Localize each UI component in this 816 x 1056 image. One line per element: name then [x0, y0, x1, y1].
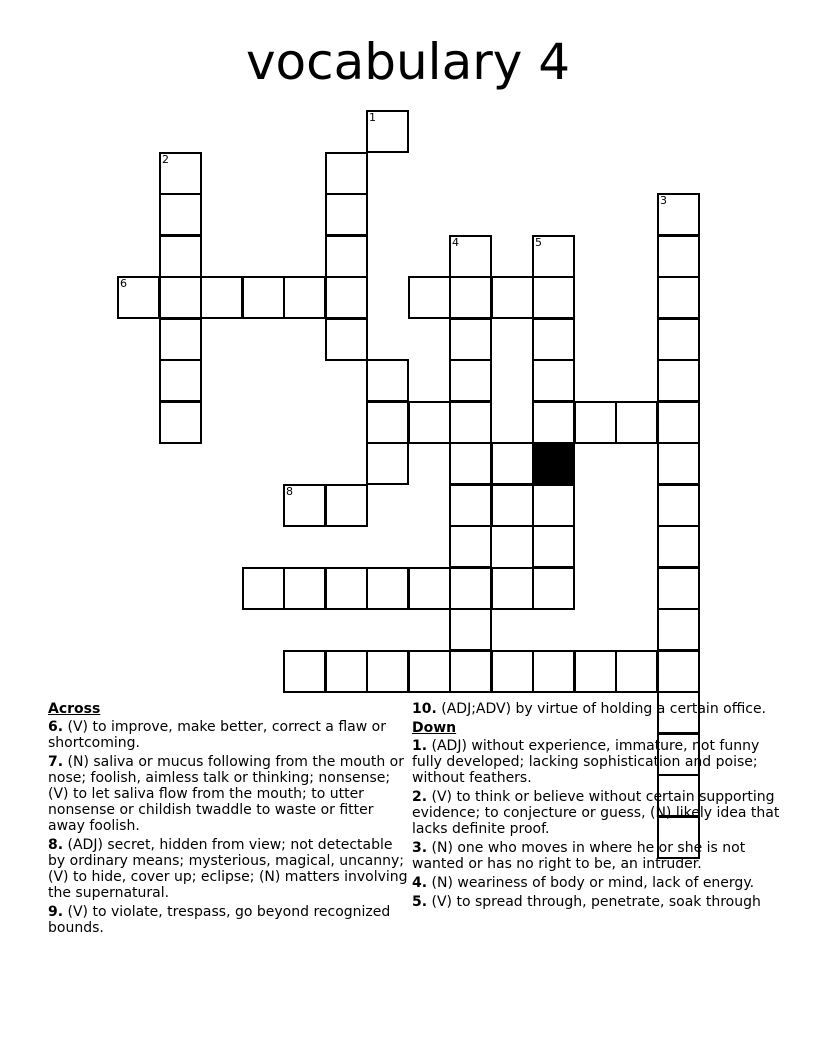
grid-cell[interactable] [325, 152, 368, 195]
grid-cell[interactable] [657, 235, 700, 278]
grid-cell[interactable] [325, 484, 368, 527]
grid-cell[interactable] [159, 276, 202, 319]
clue-text: (ADJ) without experience, immature, not funny fully developed; lacking sophistication and poise; without feathers. [412, 738, 760, 786]
grid-cell[interactable] [657, 359, 700, 402]
clue-number: 9. [48, 904, 64, 920]
clue-text: (ADJ) secret, hidden from view; not detectable by ordinary means; mysterious, magical, uncanny; (V) to hide, cover up; eclipse; (N) matters involving the supernatural. [48, 837, 408, 901]
grid-cell[interactable] [449, 401, 492, 444]
grid-cell[interactable] [491, 567, 534, 610]
grid-cell[interactable] [366, 650, 409, 693]
grid-cell[interactable] [491, 484, 534, 527]
clue-down-2 [412, 789, 782, 837]
grid-cell[interactable] [532, 567, 575, 610]
clue-text: (ADJ;ADV) by virtue of holding a certain office. [441, 701, 767, 717]
grid-cell[interactable] [325, 318, 368, 361]
clue-number: 5. [412, 894, 428, 910]
grid-cell[interactable] [366, 567, 409, 610]
grid-cell[interactable] [532, 318, 575, 361]
clue-across-6 [48, 719, 408, 751]
grid-cell[interactable] [449, 484, 492, 527]
grid-cell[interactable] [408, 276, 451, 319]
grid-cell[interactable] [615, 401, 658, 444]
grid-cell[interactable] [574, 650, 617, 693]
clue-across-8 [48, 837, 408, 901]
clue-text: (N) one who moves in where he or she is not wanted or has no right to be, an intruder. [412, 840, 746, 872]
grid-cell[interactable] [449, 567, 492, 610]
grid-cell[interactable] [449, 525, 492, 568]
grid-cell[interactable] [657, 608, 700, 651]
clues-column-right [412, 701, 782, 913]
grid-cell[interactable] [532, 359, 575, 402]
clue-number: 7. [48, 754, 64, 770]
clue-number: 4. [412, 875, 428, 891]
grid-cell[interactable] [491, 276, 534, 319]
clue-number-label: 3 [660, 194, 667, 207]
clue-down-5 [412, 894, 782, 910]
grid-cell[interactable] [657, 484, 700, 527]
grid-cell[interactable] [325, 235, 368, 278]
clue-number-label: 5 [535, 236, 542, 249]
grid-cell[interactable] [159, 152, 202, 195]
clue-across-10 [412, 701, 782, 717]
grid-cell[interactable] [532, 276, 575, 319]
clue-number: 10. [412, 701, 437, 717]
clue-text: (N) weariness of body or mind, lack of energy. [431, 875, 755, 891]
grid-cell-blocked [532, 442, 575, 485]
down-heading: Down [412, 720, 457, 736]
clue-text: (V) to violate, trespass, go beyond recognized bounds. [48, 904, 391, 936]
grid-cell[interactable] [449, 442, 492, 485]
clue-number-label: 6 [120, 277, 127, 290]
grid-cell[interactable] [449, 235, 492, 278]
grid-cell[interactable] [491, 650, 534, 693]
grid-cell[interactable] [449, 650, 492, 693]
clue-down-3 [412, 840, 782, 872]
grid-cell[interactable] [283, 567, 326, 610]
grid-cell[interactable] [325, 567, 368, 610]
grid-cell[interactable] [532, 235, 575, 278]
grid-cell[interactable] [449, 318, 492, 361]
grid-cell[interactable] [159, 235, 202, 278]
clue-down-4 [412, 875, 782, 891]
grid-cell[interactable] [366, 401, 409, 444]
clue-down-1 [412, 738, 782, 786]
clue-across-7 [48, 754, 408, 834]
grid-cell[interactable] [283, 484, 326, 527]
grid-cell[interactable] [657, 525, 700, 568]
clue-number: 8. [48, 837, 64, 853]
grid-cell[interactable] [366, 110, 409, 153]
grid-cell[interactable] [366, 442, 409, 485]
grid-cell[interactable] [449, 608, 492, 651]
grid-cell[interactable] [574, 401, 617, 444]
clue-number: 1. [412, 738, 428, 754]
clue-text: (N) saliva or mucus following from the mouth or nose; foolish, aimless talk or thinking; nonsense; (V) to let saliva flow from the mouth; to utter nonsense or childish twaddle to waste or fitter away foolish. [48, 754, 404, 834]
grid-cell[interactable] [491, 442, 534, 485]
clue-number: 6. [48, 719, 64, 735]
grid-cell[interactable] [449, 359, 492, 402]
clue-across-9 [48, 904, 408, 936]
clue-number-label: 4 [452, 236, 459, 249]
page-title: vocabulary 4 [245, 33, 571, 91]
grid-cell[interactable] [615, 650, 658, 693]
clue-number-label: 8 [286, 485, 293, 498]
clue-number-label: 2 [162, 153, 169, 166]
grid-cell[interactable] [159, 401, 202, 444]
grid-cell[interactable] [159, 193, 202, 236]
grid-cell[interactable] [117, 276, 160, 319]
clue-number: 2. [412, 789, 428, 805]
across-heading: Across [48, 701, 101, 717]
grid-cell[interactable] [283, 650, 326, 693]
grid-cell[interactable] [657, 193, 700, 236]
clue-number-label: 1 [369, 111, 376, 124]
grid-cell[interactable] [532, 650, 575, 693]
grid-cell[interactable] [325, 193, 368, 236]
grid-cell[interactable] [657, 318, 700, 361]
grid-cell[interactable] [657, 401, 700, 444]
grid-cell[interactable] [532, 401, 575, 444]
grid-cell[interactable] [159, 318, 202, 361]
grid-cell[interactable] [408, 401, 451, 444]
clue-text: (V) to think or believe without certain supporting evidence; to conjecture or guess, (N) likely idea that lacks definite proof. [412, 789, 780, 837]
clue-text: (V) to spread through, penetrate, soak through [431, 894, 761, 910]
grid-cell[interactable] [366, 359, 409, 402]
clues-column-left [48, 701, 408, 939]
clue-number: 3. [412, 840, 428, 856]
grid-cell[interactable] [449, 276, 492, 319]
grid-cell[interactable] [325, 276, 368, 319]
grid-cell[interactable] [657, 276, 700, 319]
grid-cell[interactable] [325, 650, 368, 693]
clue-text: (V) to improve, make better, correct a flaw or shortcoming. [48, 719, 386, 751]
grid-cell[interactable] [657, 567, 700, 610]
grid-cell[interactable] [159, 359, 202, 402]
grid-cell[interactable] [242, 276, 285, 319]
grid-cell[interactable] [283, 276, 326, 319]
grid-cell[interactable] [657, 650, 700, 693]
grid-cell[interactable] [242, 567, 285, 610]
grid-cell[interactable] [200, 276, 243, 319]
grid-cell[interactable] [657, 442, 700, 485]
grid-cell[interactable] [408, 567, 451, 610]
grid-cell[interactable] [532, 484, 575, 527]
grid-cell[interactable] [408, 650, 451, 693]
grid-cell[interactable] [532, 525, 575, 568]
